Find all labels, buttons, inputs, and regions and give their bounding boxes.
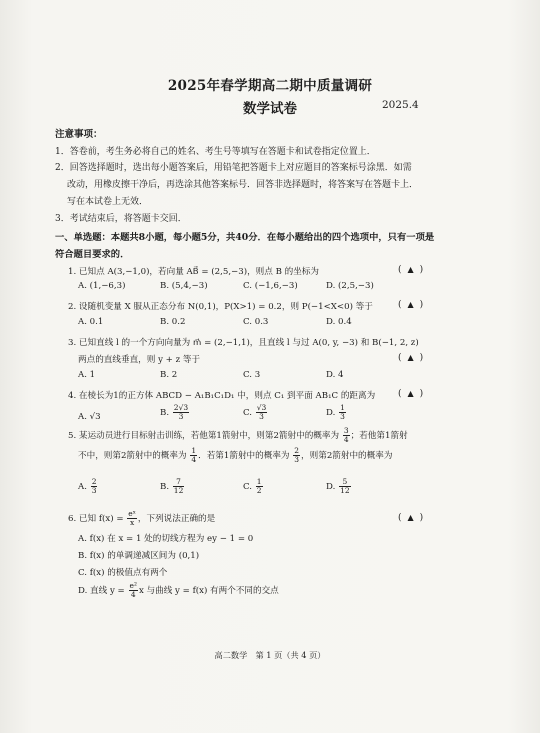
note-1: 1．答卷前，考生务必将自己的姓名、考生号等填写在答题卡和试卷指定位置上． <box>55 147 376 157</box>
q2-option-a: A. 0.1 <box>78 317 104 327</box>
note-2: 2．回答选择题时，选出每小题答案后，用铅笔把答题卡上对应题目的答案标号涂黑．如需 <box>55 163 412 173</box>
question-3-stem-cont: 两点的直线垂直，则 y + z 等于 <box>78 355 201 365</box>
q1-option-b: B. (5,4,−3) <box>160 281 208 291</box>
question-5-stem: 5. 某运动员进行目标射击训练，若他第1箭射中，则第2箭射中的概率为 $\frac{3}{4}$ ；若他第1箭射 <box>68 426 408 444</box>
q6-option-b: B. f(x) 的单调递减区间为 (0,1) <box>78 551 200 561</box>
question-4-stem: 4. 在棱长为1的正方体 ABCD − A₁B₁C₁D₁ 中，则点 C₁ 到平面 AB₁C 的距离为 <box>68 391 376 401</box>
note-2-cont: 改动，用橡皮擦干净后，再选涂其他答案标号．回答非选择题时，将答案写在答题卡上． <box>67 180 419 190</box>
answer-mark-4: ( ▲ ) <box>398 389 424 399</box>
q2-option-d: D. 0.4 <box>326 317 352 327</box>
question-2-stem: 2. 设随机变量 X 服从正态分布 N(0,1)，P(X>1) = 0.2，则 P(−1<X<0) 等于 <box>68 302 373 312</box>
q5-option-a: A. $\frac{2}{3}$ <box>78 477 97 495</box>
note-2-end: 写在本试卷上无效． <box>67 197 149 207</box>
q1-option-a: A. (1,−6,3) <box>78 281 126 291</box>
q5-option-b: B. $\frac{7}{12}$ <box>160 477 184 495</box>
q4-option-b: B. $\frac{2√3}{3}$ <box>160 403 189 421</box>
section-heading-cont: 符合题目要求的． <box>55 249 130 260</box>
question-3-stem: 3. 已知直线 l 的一个方向向量为 m⃗ = (2,−1,1)，且直线 l 与过 A(0, y, −3) 和 B(−1, 2, z) <box>68 338 419 348</box>
q1-option-c: C. (−1,6,−3) <box>243 281 298 291</box>
q4-option-c: C. $\frac{√3}{3}$ <box>243 403 267 421</box>
q4-option-d: D. $\frac{1}{3}$ <box>326 403 345 421</box>
question-5-stem-cont: 不中，则第2箭射中的概率为 $\frac{1}{4}$ ．若第1箭射中的概率为 $\frac{2}{3}$ ，则第2箭射中的概率为 <box>78 446 393 464</box>
question-1-stem: 1. 已知点 A(3,−1,0)，若向量 AB⃗ = (2,5,−3)，则点 B 的坐标为 <box>68 267 320 277</box>
q4-option-a: A. √3 <box>78 412 101 422</box>
exam-subtitle: 数学试卷 <box>243 101 297 117</box>
q5-option-d: D. $\frac{5}{12}$ <box>326 477 350 495</box>
section-heading: 一、单选题：本题共8小题，每小题5分，共40分．在每小题给出的四个选项中，只有一项是 <box>55 232 435 243</box>
answer-mark-1: ( ▲ ) <box>398 265 424 275</box>
q2-option-b: B. 0.2 <box>160 317 186 327</box>
question-6-stem: 6. 已知 f(x) = $\frac{\text{eˣ}}{x}$ ，下列说法正确的是 <box>68 509 216 527</box>
note-3: 3．考试结束后，将答题卡交回． <box>55 214 187 224</box>
q3-option-b: B. 2 <box>160 370 178 380</box>
q3-option-d: D. 4 <box>326 370 344 380</box>
exam-date: 2025.4 <box>382 99 419 111</box>
q6-option-d: D. 直线 y = $\frac{\text{e²}}{4}$ x 与曲线 y = f(x) 有两个不同的交点 <box>78 581 279 599</box>
q2-option-c: C. 0.3 <box>243 317 269 327</box>
q6-option-a: A. f(x) 在 x = 1 处的切线方程为 ey − 1 = 0 <box>78 534 254 544</box>
q6-option-c: C. f(x) 的极值点有两个 <box>78 568 168 578</box>
answer-mark-3: ( ▲ ) <box>398 353 424 363</box>
exam-title: 2025年春学期高二期中质量调研 <box>167 78 373 94</box>
answer-mark-2: ( ▲ ) <box>398 300 424 310</box>
notes-heading: 注意事项： <box>55 129 103 140</box>
q5-option-c: C. $\frac{1}{2}$ <box>243 477 262 495</box>
q3-option-a: A. 1 <box>78 370 96 380</box>
page-footer: 高二数学 第 1 页（共 4 页） <box>214 650 326 660</box>
q1-option-d: D. (2,5,−3) <box>326 281 374 291</box>
answer-mark-6: ( ▲ ) <box>398 513 424 523</box>
q3-option-c: C. 3 <box>243 370 261 380</box>
